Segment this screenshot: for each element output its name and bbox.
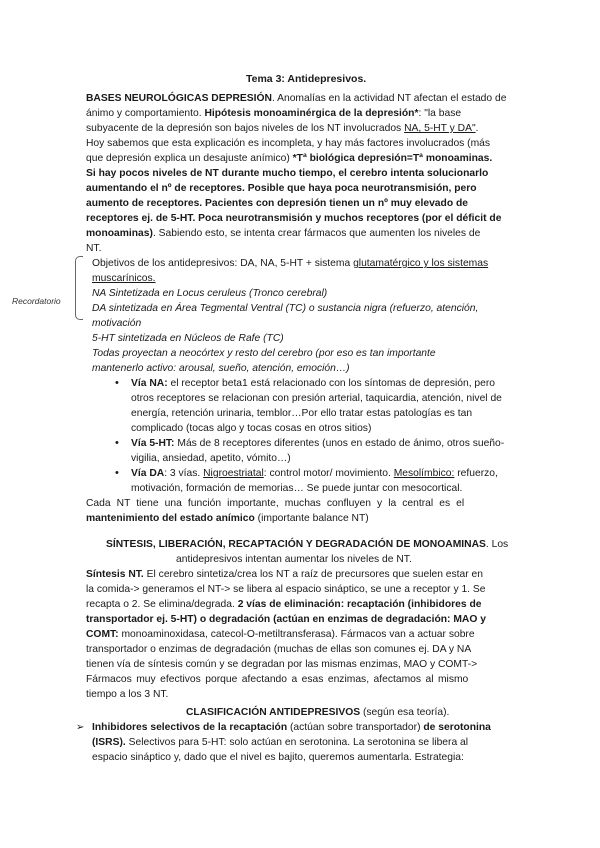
objectives-line-8: mantenerlo activo: arousal, sueño, atención, emoción…) xyxy=(92,363,350,374)
p1-line-8: aumento de receptores. Pacientes con depresión tienen un nº muy elevado de xyxy=(86,198,468,209)
p2-line-2: mantenimiento del estado anímico (importante balance NT) xyxy=(86,513,369,524)
p1-line-10: monoaminas). Sabiendo esto, se intenta crear fármacos que aumenten los niveles de xyxy=(86,228,481,239)
objectives-line-4: DA sintetizada en Área Tegmental Ventral (TC) o sustancia nigra (refuerzo, atención, xyxy=(92,303,479,314)
bullet-na-line-4: complicado (tocas algo y tocas cosas en otros sitios) xyxy=(131,423,372,434)
bullet-da-line-1: Vía DA: 3 vías. Nigroestriatal: control motor/ movimiento. Mesolímbico: refuerzo, xyxy=(131,468,498,479)
section3-line-1: Inhibidores selectivos de la recaptación (actúan sobre transportador) de serotonina xyxy=(92,722,491,733)
bullet-na-line-2: otros receptores se relacionan con presión arterial, taquicardia, atención, nivel de xyxy=(131,393,502,404)
bullet-icon: • xyxy=(115,377,119,389)
page-title: Tema 3: Antidepresivos. xyxy=(246,73,367,85)
bullet-5ht-line-2: vigilia, ansiedad, apetito, vómito…) xyxy=(131,453,291,464)
section3-line-2: (ISRS). Selectivos para 5-HT: solo actúan en serotonina. La serotonina se libera al xyxy=(92,737,469,748)
section2-line-7: tienen vía de síntesis común y se degradan por las mismas enzimas, MAO y COMT-> xyxy=(86,659,478,670)
p1-line-4: Hoy sabemos que esta explicación es incompleta, y hay más factores involucrados (más xyxy=(86,138,491,149)
p1-line-11: NT. xyxy=(86,243,102,254)
p1-line-1: BASES NEUROLÓGICAS DEPRESIÓN. Anomalías en la actividad NT afectan el estado de xyxy=(86,93,507,104)
section2-line-1: Síntesis NT. El cerebro sintetiza/crea los NT a raíz de precursores que suelen estar en xyxy=(86,569,484,580)
objectives-line-6: 5-HT sintetizada en Núcleos de Rafe (TC) xyxy=(92,333,284,344)
p1-line-7: aumentando el nº de receptores. Posible que haya poca neurotransmisión, pero xyxy=(86,183,477,194)
bullet-da-line-2: motivación, formación de memorias… Se puede juntar con mesocortical. xyxy=(131,483,463,494)
bullet-icon: • xyxy=(115,437,119,449)
p1-line-6: Si hay pocos niveles de NT durante mucho tiempo, el cerebro intenta solucionarlo xyxy=(86,168,489,179)
objectives-line-7: Todas proyectan a neocórtex y resto del cerebro (por eso es tan importante xyxy=(92,348,436,359)
section2-line-5: COMT: monoaminoxidasa, catecol-O-metiltransferasa). Fármacos van a actuar sobre xyxy=(86,629,475,640)
bullet-na-line-1: Vía NA: el receptor beta1 está relacionado con los síntomas de depresión, pero xyxy=(131,378,496,389)
bullet-na-line-3: energía, retención urinaria, temblor…Por ello tratar estas patologías es tan xyxy=(131,408,473,419)
section2-line-2: la comida-> generamos el NT-> se libera al espacio sináptico, se une a receptor y 1. Se xyxy=(86,584,486,595)
recordatorio-brace xyxy=(75,256,83,320)
p2-line-1: Cada NT tiene una función importante, muchas confluyen y la central es el xyxy=(86,498,465,509)
p1-line-5: que depresión explica un desajuste anímico) *Tª biológica depresión=Tª monoaminas. xyxy=(86,153,493,164)
objectives-line-3: NA Sintetizada en Locus ceruleus (Tronco cerebral) xyxy=(92,288,328,299)
sidenote-recordatorio: Recordatorio xyxy=(12,296,61,306)
bullet-5ht-line-1: Vía 5-HT: Más de 8 receptores diferentes (unos en estado de ánimo, otros sueño- xyxy=(131,438,505,449)
arrow-bullet-icon: ➢ xyxy=(76,722,85,733)
section2-title-line-2: antidepresivos intentan aumentar los niveles de NT. xyxy=(176,554,412,565)
p1-line-2: ánimo y comportamiento. Hipótesis monoaminérgica de la depresión*: "la base xyxy=(86,108,462,119)
bullet-icon: • xyxy=(115,467,119,479)
objectives-line-5: motivación xyxy=(92,318,142,329)
section2-line-3: recapta o 2. Se elimina/degrada. 2 vías de eliminación: recaptación (inhibidores de xyxy=(86,599,482,610)
p1-line-9: receptores ej. de 5-HT. Poca neurotransmisión y muchos receptores (por el déficit de xyxy=(86,213,502,224)
section2-title: SÍNTESIS, LIBERACIÓN, RECAPTACIÓN Y DEGRADACIÓN DE MONOAMINAS. Los xyxy=(106,539,509,550)
p1-line-3: subyacente de la depresión son bajos niveles de los NT involucrados NA, 5-HT y DA". xyxy=(86,123,479,134)
section3-title: CLASIFICACIÓN ANTIDEPRESIVOS (según esa teoría). xyxy=(186,707,450,718)
objectives-line-1: Objetivos de los antidepresivos: DA, NA, 5-HT + sistema glutamatérgico y los sistemas xyxy=(92,258,489,269)
section3-line-3: espacio sináptico y, dado que el nivel es bajito, queremos aumentarla. Estrategia: xyxy=(92,752,464,763)
section2-line-9: tiempo a los 3 NT. xyxy=(86,689,169,700)
section2-line-4: transportador ej. 5-HT) o degradación (actúan en enzimas de degradación: MAO y xyxy=(86,614,486,625)
section2-line-8: Fármacos muy efectivos porque afectando a esas enzimas, afectamos al mismo xyxy=(86,674,469,685)
objectives-line-2: muscarínicos. xyxy=(92,273,156,284)
section2-line-6: transportador o enzimas de degradación (muchas de ellas son comunes ej. DA y NA xyxy=(86,644,472,655)
